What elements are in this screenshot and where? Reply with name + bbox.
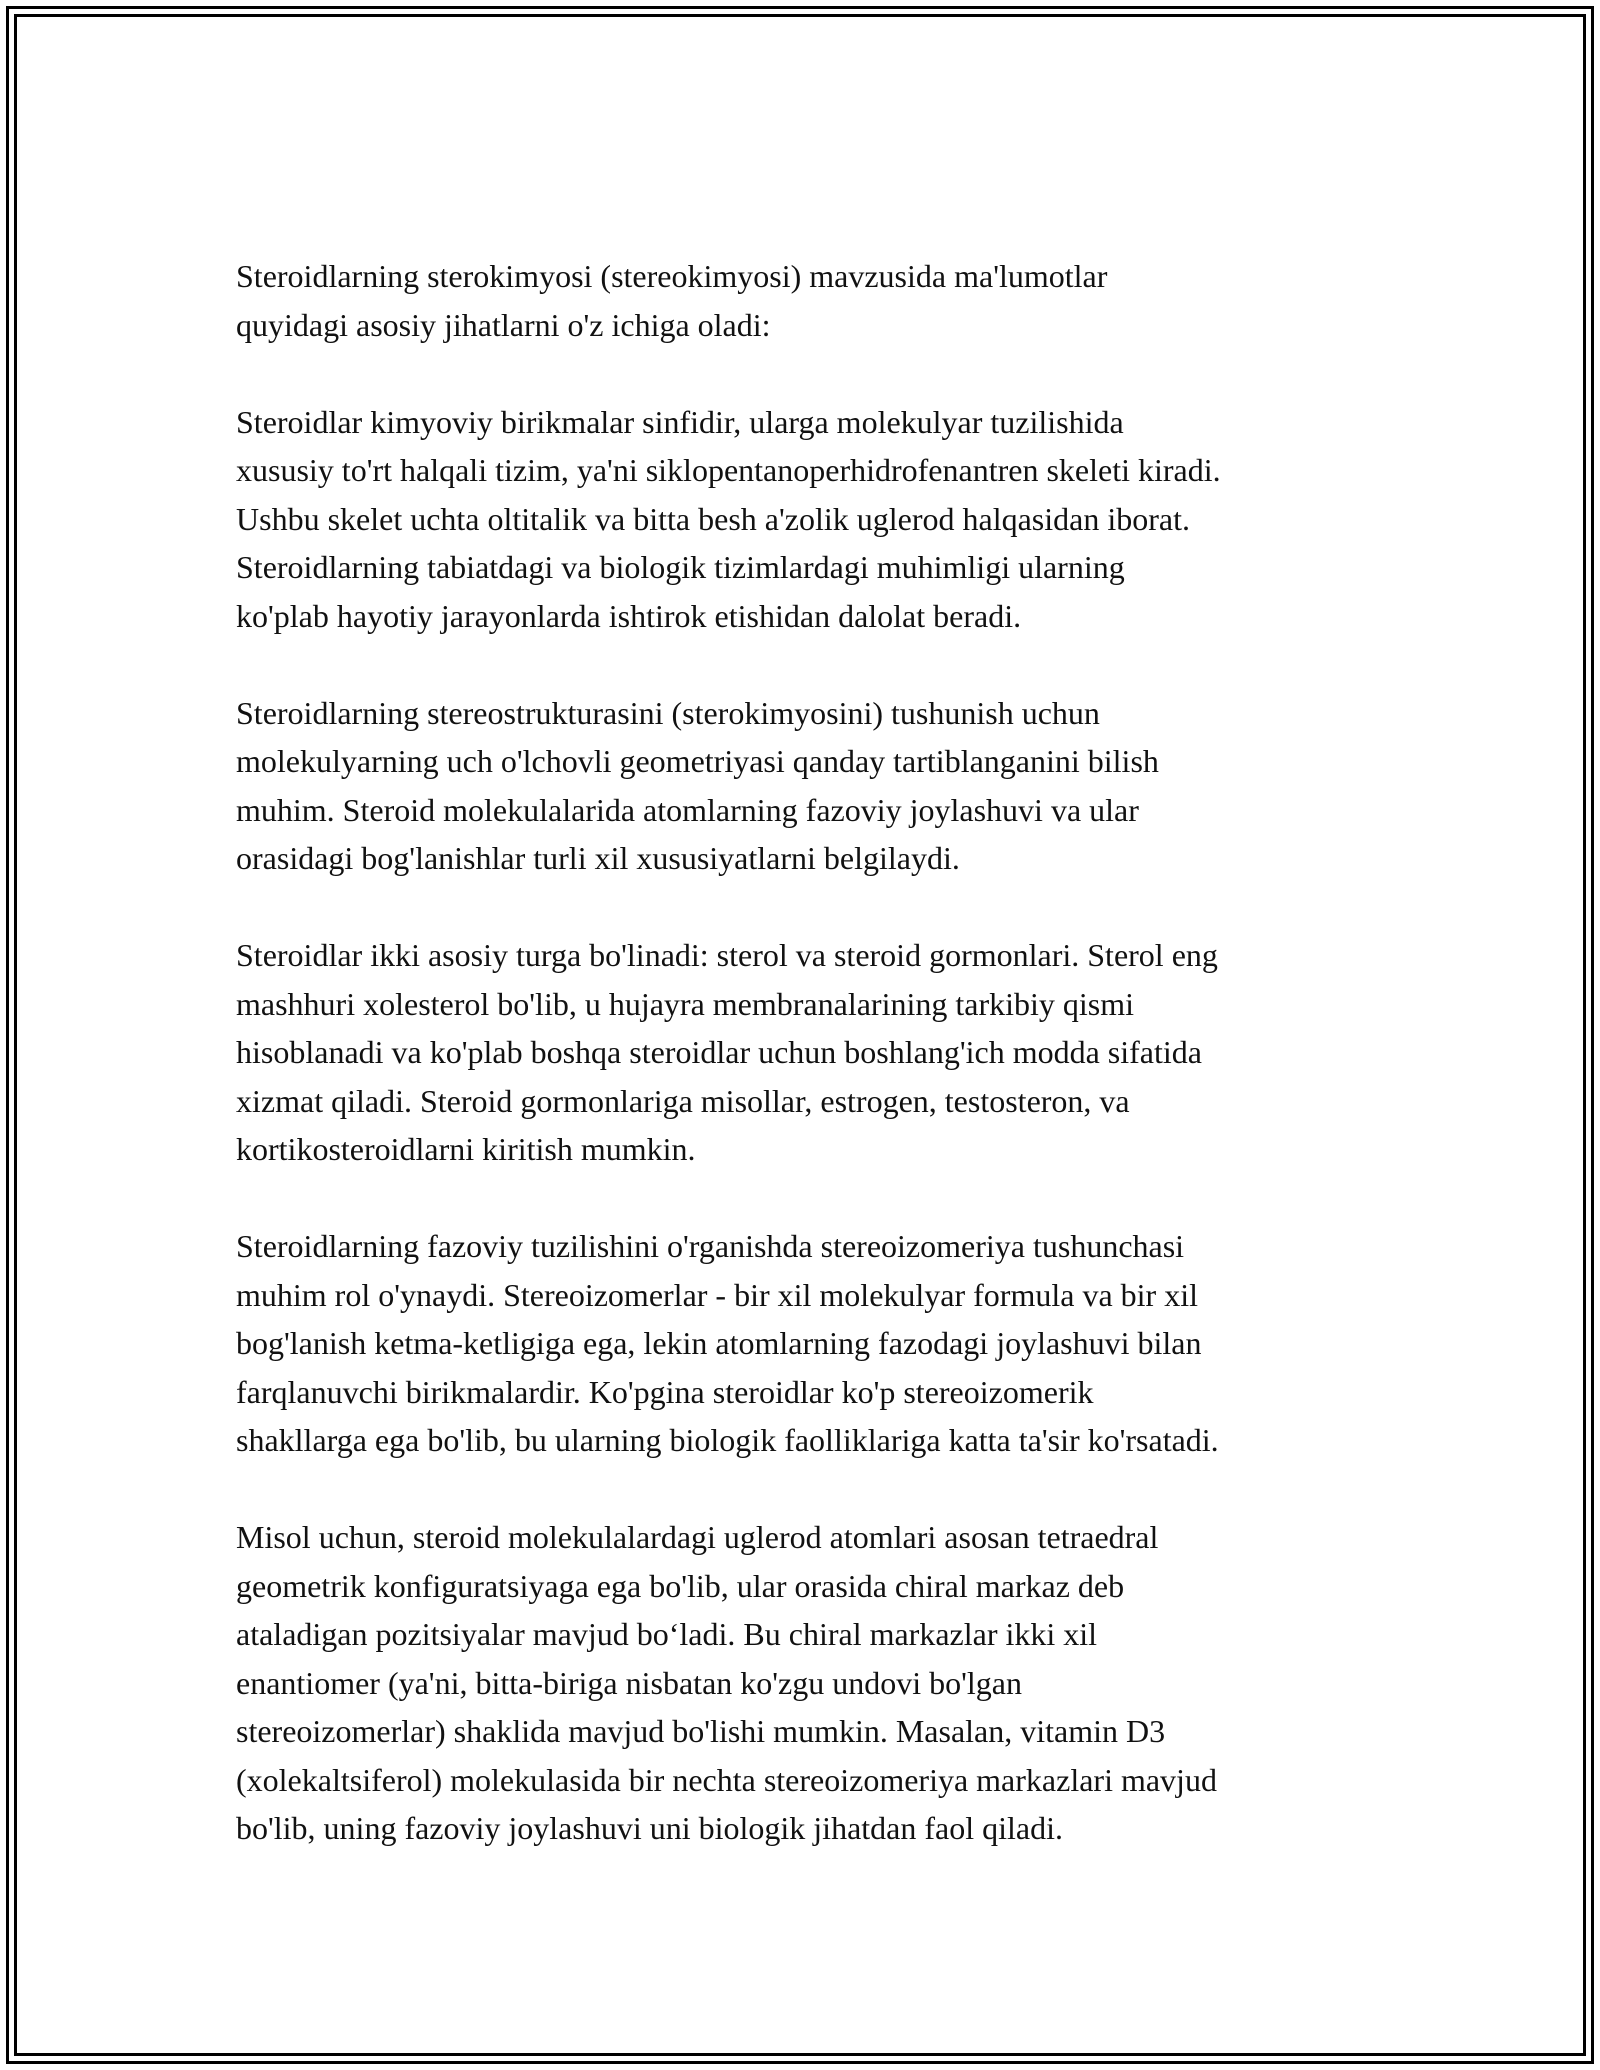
text-line: hisoblanadi va ko'plab boshqa steroidlar uchun boshlang'ich modda sifatida xyxy=(236,1034,1202,1070)
paragraph-3 xyxy=(236,689,1396,883)
text-line: bo'lib, uning fazoviy joylashuvi uni biologik jihatdan faol qiladi. xyxy=(236,1810,1063,1846)
text-line: Steroidlar ikki asosiy turga bo'linadi: sterol va steroid gormonlari. Sterol eng xyxy=(236,937,1218,973)
text-line: Steroidlarning fazoviy tuzilishini o'rganishda stereoizomeriya tushunchasi xyxy=(236,1228,1185,1264)
text-line: Ushbu skelet uchta oltitalik va bitta besh a'zolik uglerod halqasidan iborat. xyxy=(236,500,1190,537)
text-line: Misol uchun, steroid molekulalardagi uglerod atomlari asosan tetraedral xyxy=(236,1519,1159,1555)
text-line: molekulyarning uch o'lchovli geometriyasi qanday tartiblanganini bilish xyxy=(236,743,1159,779)
text-line: ataladigan pozitsiyalar mavjud bo‘ladi. Bu chiral markazlar ikki xil xyxy=(236,1616,1098,1652)
text-line: Steroidlar kimyoviy birikmalar sinfidir, ularga molekulyar tuzilishida xyxy=(236,403,1124,440)
text-line: bog'lanish ketma-ketligiga ega, lekin atomlarning fazodagi joylashuvi bilan xyxy=(236,1325,1202,1361)
text-line: stereoizomerlar) shaklida mavjud bo'lishi mumkin. Masalan, vitamin D3 xyxy=(236,1713,1166,1749)
text-line: geometrik konfiguratsiyaga ega bo'lib, ular orasida chiral markaz deb xyxy=(236,1567,1125,1604)
text-line: xususiy to'rt halqali tizim, ya'ni siklopentanoperhidrofenantren skeleti kiradi. xyxy=(236,452,1221,488)
paragraph-6 xyxy=(236,1513,1396,1853)
paragraph-2 xyxy=(236,398,1396,641)
text-line: farqlanuvchi birikmalardir. Ko'pgina steroidlar ko'p stereoizomerik xyxy=(236,1373,1094,1410)
text-line: Steroidlarning tabiatdagi va biologik tizimlardagi muhimligi ularning xyxy=(236,549,1125,585)
text-line: kortikosteroidlarni kiritish mumkin. xyxy=(236,1131,696,1167)
paragraph-4 xyxy=(236,931,1396,1174)
text-line: ko'plab hayotiy jarayonlarda ishtirok etishidan dalolat beradi. xyxy=(236,597,1022,634)
document-body xyxy=(236,252,1396,1901)
text-line: (xolekaltsiferol) molekulasida bir nechta stereoizomeriya markazlari mavjud xyxy=(236,1761,1217,1798)
text-line: Steroidlarning stereostrukturasini (sterokimyosini) tushunish uchun xyxy=(236,694,1100,731)
text-line: mashhuri xolesterol bo'lib, u hujayra membranalarining tarkibiy qismi xyxy=(236,985,1135,1022)
text-line: muhim. Steroid molekulalarida atomlarning fazoviy joylashuvi va ular xyxy=(236,791,1139,828)
paragraph-5 xyxy=(236,1222,1396,1465)
text-line: muhim rol o'ynaydi. Stereoizomerlar - bir xil molekulyar formula va bir xil xyxy=(236,1276,1198,1313)
text-line: quyidagi asosiy jihatlarni o'z ichiga oladi: xyxy=(236,306,771,343)
text-line: Steroidlarning sterokimyosi (stereokimyosi) mavzusida ma'lumotlar xyxy=(236,258,1108,294)
text-line: xizmat qiladi. Steroid gormonlariga misollar, estrogen, testosteron, va xyxy=(236,1082,1130,1119)
paragraph-1 xyxy=(236,252,1396,349)
text-line: orasidagi bog'lanishlar turli xil xususiyatlarni belgilaydi. xyxy=(236,840,960,876)
text-line: shakllarga ega bo'lib, bu ularning biologik faolliklariga katta ta'sir ko'rsatadi. xyxy=(236,1422,1219,1458)
text-line: enantiomer (ya'ni, bitta-biriga nisbatan ko'zgu undovi bo'lgan xyxy=(236,1664,1022,1701)
